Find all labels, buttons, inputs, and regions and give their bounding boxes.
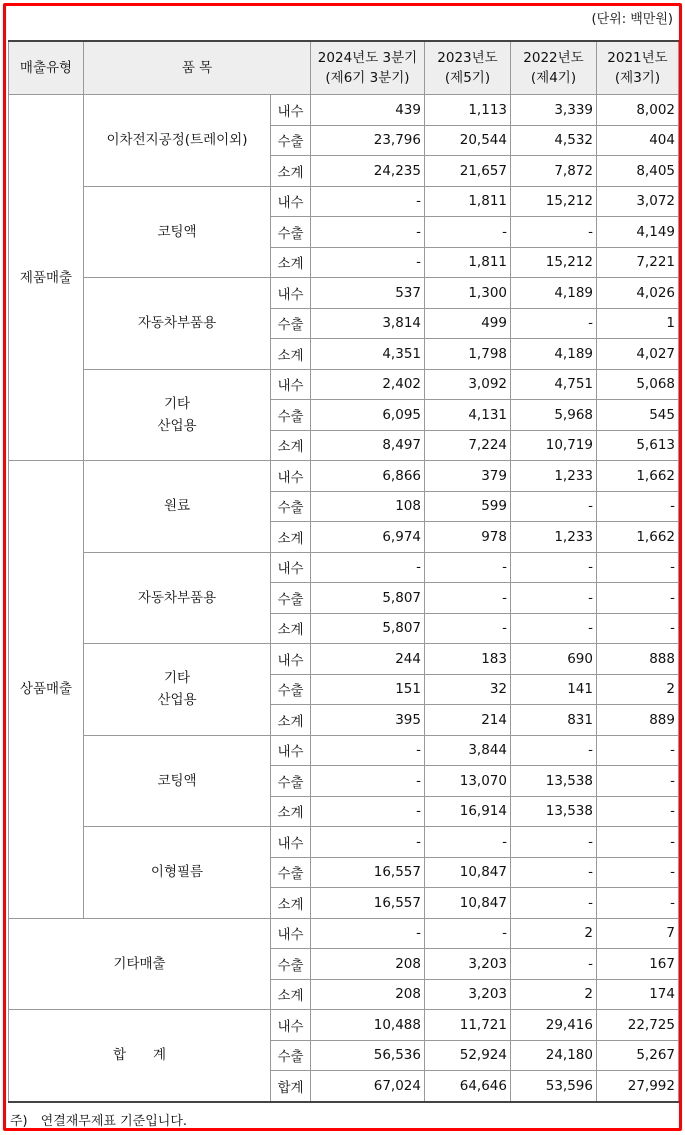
value-cell: 13,538	[511, 796, 597, 827]
value-cell: 4,189	[511, 278, 597, 309]
value-cell: 2	[511, 918, 597, 949]
value-cell: 4,027	[597, 339, 679, 370]
item-name-cell	[84, 369, 271, 461]
item-name-cell	[84, 278, 271, 370]
spanned-label-cell: 기타매출	[9, 918, 271, 1010]
value-cell: -	[311, 552, 425, 583]
value-cell: 2	[597, 674, 679, 705]
sub-type-cell: 내수	[271, 95, 311, 126]
sub-type-cell: 내수	[271, 369, 311, 400]
value-cell: 1,811	[425, 247, 511, 278]
sub-type-cell: 수출	[271, 1040, 311, 1071]
value-cell: 5,807	[311, 613, 425, 644]
header-item: 품 목	[84, 41, 311, 95]
value-cell: 439	[311, 95, 425, 126]
value-cell: 174	[597, 979, 679, 1010]
value-cell: 7,221	[597, 247, 679, 278]
value-cell: 6,095	[311, 400, 425, 431]
table-row	[9, 827, 679, 858]
value-cell: 4,532	[511, 125, 597, 156]
value-cell: 1,233	[511, 522, 597, 553]
value-cell: 52,924	[425, 1040, 511, 1071]
value-cell: 3,072	[597, 186, 679, 217]
value-cell: 499	[425, 308, 511, 339]
item-name-cell	[84, 186, 271, 278]
item-name-cell	[84, 461, 271, 553]
value-cell: 545	[597, 400, 679, 431]
value-cell: 4,351	[311, 339, 425, 370]
value-cell: -	[597, 491, 679, 522]
value-cell: -	[511, 308, 597, 339]
value-cell: -	[425, 613, 511, 644]
header-sales-type: 매출유형	[9, 41, 84, 95]
value-cell: 141	[511, 674, 597, 705]
value-cell: 7,224	[425, 430, 511, 461]
value-cell: 379	[425, 461, 511, 492]
sub-type-cell: 소계	[271, 796, 311, 827]
value-cell: 23,796	[311, 125, 425, 156]
value-cell: -	[425, 918, 511, 949]
value-cell: 4,131	[425, 400, 511, 431]
value-cell: 4,189	[511, 339, 597, 370]
value-cell: 5,968	[511, 400, 597, 431]
value-cell: 244	[311, 644, 425, 675]
value-cell: 395	[311, 705, 425, 736]
sub-type-cell: 수출	[271, 857, 311, 888]
sub-type-cell: 내수	[271, 918, 311, 949]
item-name-cell	[84, 827, 271, 919]
value-cell: 22,725	[597, 1010, 679, 1041]
value-cell: -	[597, 766, 679, 797]
header-period-1: 2023년도 (제5기)	[425, 41, 511, 95]
value-cell: 599	[425, 491, 511, 522]
value-cell: 690	[511, 644, 597, 675]
value-cell: 3,203	[425, 979, 511, 1010]
value-cell: -	[311, 918, 425, 949]
value-cell: 5,613	[597, 430, 679, 461]
table-row	[9, 369, 679, 400]
item-name-line: 산업용	[157, 692, 197, 709]
table-body	[9, 95, 679, 1102]
sub-type-cell: 수출	[271, 674, 311, 705]
item-name-cell	[84, 95, 271, 187]
sub-type-cell: 수출	[271, 125, 311, 156]
sub-type-cell: 내수	[271, 186, 311, 217]
value-cell: 10,847	[425, 857, 511, 888]
value-cell: -	[597, 796, 679, 827]
sub-type-cell: 수출	[271, 400, 311, 431]
value-cell: -	[511, 949, 597, 980]
value-cell: 1,798	[425, 339, 511, 370]
value-cell: 24,235	[311, 156, 425, 187]
value-cell: 4,751	[511, 369, 597, 400]
sub-type-cell: 소계	[271, 705, 311, 736]
item-name-line: 자동차부품용	[137, 589, 217, 606]
value-cell: 208	[311, 979, 425, 1010]
sub-type-cell: 수출	[271, 491, 311, 522]
table-row	[9, 95, 679, 126]
value-cell: 214	[425, 705, 511, 736]
value-cell: 13,070	[425, 766, 511, 797]
sub-type-cell: 소계	[271, 339, 311, 370]
value-cell: -	[311, 827, 425, 858]
item-name-cell	[84, 735, 271, 827]
value-cell: 64,646	[425, 1071, 511, 1102]
item-name-line: 기타	[163, 395, 191, 412]
value-cell: 6,866	[311, 461, 425, 492]
item-name-line: 자동차부품용	[137, 315, 217, 332]
value-cell: 21,657	[425, 156, 511, 187]
value-cell: 1,811	[425, 186, 511, 217]
sub-type-cell: 소계	[271, 979, 311, 1010]
value-cell: 5,068	[597, 369, 679, 400]
value-cell: -	[511, 613, 597, 644]
table-row	[9, 1010, 679, 1041]
value-cell: 3,203	[425, 949, 511, 980]
table-row	[9, 278, 679, 309]
sales-table	[8, 40, 679, 1103]
sales-type-cell: 제품매출	[9, 95, 84, 461]
sub-type-cell: 내수	[271, 461, 311, 492]
value-cell: 3,814	[311, 308, 425, 339]
value-cell: -	[311, 735, 425, 766]
value-cell: 29,416	[511, 1010, 597, 1041]
value-cell: 16,557	[311, 857, 425, 888]
item-name-cell	[84, 552, 271, 644]
table-row	[9, 918, 679, 949]
value-cell: 2	[511, 979, 597, 1010]
table-header-row	[9, 41, 679, 95]
value-cell: 15,212	[511, 186, 597, 217]
value-cell: -	[597, 827, 679, 858]
value-cell: -	[311, 766, 425, 797]
item-name-line: 원료	[163, 498, 191, 515]
value-cell: -	[597, 613, 679, 644]
spanned-label-cell: 합 계	[9, 1010, 271, 1102]
value-cell: 24,180	[511, 1040, 597, 1071]
value-cell: -	[311, 247, 425, 278]
sub-type-cell: 소계	[271, 613, 311, 644]
value-cell: 167	[597, 949, 679, 980]
table-row	[9, 461, 679, 492]
sub-type-cell: 합계	[271, 1071, 311, 1102]
value-cell: 5,807	[311, 583, 425, 614]
value-cell: 3,339	[511, 95, 597, 126]
value-cell: -	[597, 888, 679, 919]
item-name-cell	[84, 644, 271, 736]
value-cell: 6,974	[311, 522, 425, 553]
table-row	[9, 186, 679, 217]
value-cell: 11,721	[425, 1010, 511, 1041]
value-cell: 3,092	[425, 369, 511, 400]
value-cell: 888	[597, 644, 679, 675]
unit-label: (단위: 백만원)	[591, 12, 673, 27]
value-cell: -	[311, 796, 425, 827]
value-cell: -	[597, 552, 679, 583]
sub-type-cell: 소계	[271, 522, 311, 553]
value-cell: 183	[425, 644, 511, 675]
value-cell: 67,024	[311, 1071, 425, 1102]
value-cell: 831	[511, 705, 597, 736]
value-cell: 3,844	[425, 735, 511, 766]
table-row	[9, 644, 679, 675]
value-cell: 4,149	[597, 217, 679, 248]
table-row	[9, 552, 679, 583]
value-cell: 1,113	[425, 95, 511, 126]
value-cell: -	[597, 735, 679, 766]
value-cell: 1	[597, 308, 679, 339]
item-name-line: 이형필름	[150, 864, 204, 881]
sub-type-cell: 수출	[271, 766, 311, 797]
value-cell: 10,719	[511, 430, 597, 461]
value-cell: -	[311, 217, 425, 248]
header-period-0: 2024년도 3분기 (제6기 3분기)	[311, 41, 425, 95]
value-cell: 208	[311, 949, 425, 980]
value-cell: -	[511, 888, 597, 919]
sales-type-cell: 상품매출	[9, 461, 84, 919]
value-cell: 978	[425, 522, 511, 553]
value-cell: 8,497	[311, 430, 425, 461]
value-cell: -	[511, 552, 597, 583]
item-name-line: 이차전지공정(트레이외)	[106, 132, 248, 149]
sub-type-cell: 소계	[271, 430, 311, 461]
value-cell: 1,662	[597, 522, 679, 553]
value-cell: 151	[311, 674, 425, 705]
value-cell: -	[511, 491, 597, 522]
sub-type-cell: 내수	[271, 735, 311, 766]
sub-type-cell: 소계	[271, 247, 311, 278]
value-cell: -	[311, 186, 425, 217]
value-cell: 32	[425, 674, 511, 705]
value-cell: 5,267	[597, 1040, 679, 1071]
value-cell: 1,233	[511, 461, 597, 492]
value-cell: 108	[311, 491, 425, 522]
value-cell: 10,488	[311, 1010, 425, 1041]
value-cell: 1,662	[597, 461, 679, 492]
sub-type-cell: 수출	[271, 217, 311, 248]
value-cell: -	[425, 217, 511, 248]
value-cell: 7,872	[511, 156, 597, 187]
value-cell: 56,536	[311, 1040, 425, 1071]
value-cell: -	[597, 583, 679, 614]
value-cell: 537	[311, 278, 425, 309]
item-name-line: 코팅액	[157, 772, 197, 789]
sub-type-cell: 내수	[271, 827, 311, 858]
footnote: 주) 연결재무제표 기준입니다.	[10, 1114, 188, 1129]
value-cell: -	[511, 217, 597, 248]
value-cell: 10,847	[425, 888, 511, 919]
value-cell: 53,596	[511, 1071, 597, 1102]
value-cell: 2,402	[311, 369, 425, 400]
value-cell: 1,300	[425, 278, 511, 309]
value-cell: 7	[597, 918, 679, 949]
value-cell: 13,538	[511, 766, 597, 797]
item-name-line: 코팅액	[157, 223, 197, 240]
value-cell: 15,212	[511, 247, 597, 278]
value-cell: -	[425, 552, 511, 583]
value-cell: -	[511, 827, 597, 858]
value-cell: 889	[597, 705, 679, 736]
value-cell: 8,405	[597, 156, 679, 187]
value-cell: 4,026	[597, 278, 679, 309]
value-cell: 16,914	[425, 796, 511, 827]
value-cell: 404	[597, 125, 679, 156]
sub-type-cell: 소계	[271, 156, 311, 187]
value-cell: 8,002	[597, 95, 679, 126]
header-period-2: 2022년도 (제4기)	[511, 41, 597, 95]
value-cell: -	[511, 857, 597, 888]
sub-type-cell: 내수	[271, 552, 311, 583]
sub-type-cell: 내수	[271, 278, 311, 309]
table-row	[9, 735, 679, 766]
sub-type-cell: 수출	[271, 308, 311, 339]
sub-type-cell: 소계	[271, 888, 311, 919]
sub-type-cell: 수출	[271, 949, 311, 980]
value-cell: 16,557	[311, 888, 425, 919]
header-period-3: 2021년도 (제3기)	[597, 41, 679, 95]
item-name-line: 기타	[163, 670, 191, 687]
item-name-line: 산업용	[157, 417, 197, 434]
value-cell: -	[597, 857, 679, 888]
sub-type-cell: 내수	[271, 644, 311, 675]
value-cell: -	[511, 583, 597, 614]
value-cell: 27,992	[597, 1071, 679, 1102]
value-cell: -	[511, 735, 597, 766]
sub-type-cell: 수출	[271, 583, 311, 614]
sub-type-cell: 내수	[271, 1010, 311, 1041]
value-cell: -	[425, 583, 511, 614]
value-cell: 20,544	[425, 125, 511, 156]
value-cell: -	[425, 827, 511, 858]
